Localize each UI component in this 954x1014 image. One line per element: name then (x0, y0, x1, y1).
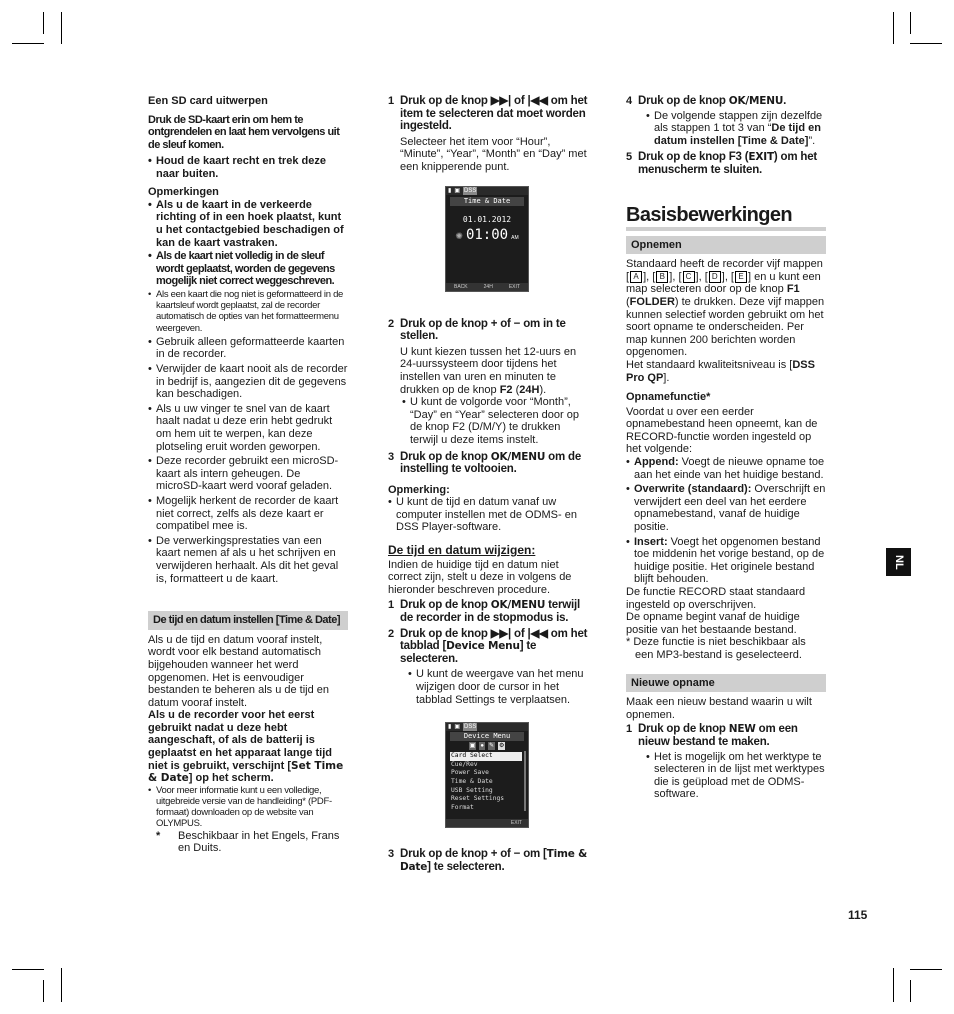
step-text: ] te selecteren. (427, 860, 505, 873)
battery-icon: ▮ (448, 187, 452, 194)
dss-label: DSS (463, 724, 477, 731)
menu-item: Reset Settings (451, 795, 505, 803)
note-title: Opmerking: (388, 483, 450, 496)
key-ok-menu: OK/MENU (490, 450, 546, 463)
step-text: Druk op de knop (400, 450, 491, 463)
step-text: U kunt kiezen tussen het 12-uurs en 24-uurssysteem door tijdens het instellen van uren en minuten te drukken op de knop (400, 345, 577, 396)
key-exit: EXIT (748, 151, 774, 164)
screen-softkeys (446, 283, 528, 291)
softkey-exit: EXIT (508, 283, 520, 290)
step-heading (638, 723, 826, 748)
menu-scrollbar (524, 751, 526, 811)
step-text: Druk op de knop (638, 95, 729, 107)
quality-text (626, 359, 826, 384)
column-right (626, 95, 826, 801)
menu-item: Power Save (451, 769, 489, 777)
bullet-text: De volgende stappen zijn dezelfde als stappen 1 tot 3 van “ (654, 109, 823, 135)
section-time-date: De tijd en datum instellen [Time & Date] (148, 611, 348, 630)
list-item: • Verwijder de kaart nooit als de recorder in bedrijf is, aangezien dit de gegevens kan beschadigen. (148, 363, 348, 401)
key-time-date: Time & Date (400, 848, 588, 873)
step-heading (400, 451, 588, 476)
device-screen-device-menu (445, 722, 529, 828)
mode-desc: Voegt de nieuwe opname toe aan het einde van het huidige bestand. (634, 456, 825, 481)
crop-mark (893, 12, 894, 44)
footnote-text: Beschikbaar in het Engels, Frans en Duits. (178, 829, 340, 855)
list-item (626, 536, 826, 586)
step-text: ) om het menuscherm te sluiten. (638, 151, 818, 176)
list-item: • Als u uw vinger te snel van de kaart haalt nadat u deze erin hebt gedrukt om hem uit te werpen, kan deze plotseling eruit worden geworpen. (148, 403, 348, 453)
screen-time: 01:00 (465, 227, 509, 244)
footnote (156, 830, 348, 855)
screen-header (446, 187, 528, 195)
list-item: • Gebruik alleen geformatteerde kaarten in de recorder. (148, 336, 348, 361)
record-position-text: De opname begint vanaf de huidige positie van het bestaande bestand. (626, 611, 800, 636)
fast-forward-icon: ▶▶| (490, 627, 512, 640)
crop-mark (61, 968, 62, 1002)
key-f1: F1 (786, 283, 800, 296)
key-f2: F2 (499, 383, 513, 396)
time-date-para: Als u de tijd en datum vooraf instelt, wordt voor elk bestand automatisch bijgehouden wanneer het werd opgenomen. Het is eenvoudiger bestanden te beheren als u de tijd en datum vooraf instelt. (148, 633, 330, 709)
screen-tabs (446, 742, 528, 750)
section-opnemen: Opnemen (626, 236, 826, 255)
page-number: 115 (848, 908, 868, 922)
folder-a-icon: A (630, 271, 642, 283)
step-bullets (646, 110, 826, 148)
list-item (646, 110, 826, 148)
crop-mark (43, 980, 44, 1002)
notes-title: Opmerkingen (148, 186, 219, 199)
screen-folder-icon: ▣ (454, 724, 460, 731)
menu-list (450, 752, 522, 812)
change-time-body: Indien de huidige tijd en datum niet correct zijn, stelt u deze in volgens de hieronder beschreven procedure. (388, 558, 572, 596)
step-heading (400, 95, 588, 133)
body-text: Het standaard kwaliteitsniveau is [ (626, 358, 793, 371)
eject-bullets (148, 155, 348, 180)
opnamefunctie-body: Voordat u over een eerder opnamebestand heen opneemt, kan de RECORD-functie worden ingesteld op het volgende: (626, 405, 818, 456)
screen-title: Device Menu (450, 732, 524, 741)
screen-folder-icon: ▣ (454, 187, 460, 194)
step-number: 3 (388, 450, 395, 463)
bullet-ref: De tijd en datum instellen [Time & Date] (654, 122, 821, 147)
fast-forward-icon: ▶▶| (490, 95, 512, 107)
dss-label: DSS (463, 187, 477, 194)
key-device-menu: Device Menu (446, 640, 520, 653)
menu-item: Format (451, 803, 474, 811)
step-heading (400, 599, 588, 624)
list-item: • U kunt de volgorde voor “Month”, “Day” en “Year” selecteren door op de knop F2 (D/M/Y) te drukken terwijl u deze items instelt. (402, 396, 588, 446)
step-text: . (783, 95, 787, 107)
tools-tab-icon: ✎ (488, 743, 494, 750)
crop-mark (43, 12, 44, 34)
folder-tab-icon: ▣ (469, 743, 476, 750)
record-note: * Deze functie is niet beschikbaar als een MP3-bestand is geselecteerd. (626, 636, 806, 661)
step-text: Druk op de knop (400, 627, 491, 640)
mode-desc: Overschrijft en verwijdert een deel van het eerdere opnamebestand, vanaf de huidige positie. (634, 483, 826, 534)
crop-mark (910, 12, 911, 34)
mic-tab-icon: ● (480, 743, 484, 750)
bullet-text-end: ”. (808, 134, 816, 147)
menu-item: Cue/Rev (451, 760, 478, 768)
screen-header (446, 723, 528, 731)
step-bullets (408, 668, 588, 706)
screen-title: Time & Date (450, 197, 524, 206)
folder-c-icon: C (683, 271, 695, 283)
folder-b-icon: B (656, 271, 668, 283)
folder-e-icon: E (735, 271, 747, 283)
mode-name: Append: (634, 456, 679, 469)
step-heading (400, 848, 588, 873)
crop-mark (61, 12, 62, 44)
screen-softkeys (446, 819, 528, 827)
change-step-2 (388, 628, 588, 707)
list-item: • Deze recorder gebruikt een microSD-kaart als intern geheugen. De microSD-kaart werd vooraf geladen. (148, 455, 348, 493)
time-date-warning (148, 709, 348, 785)
softkey-24h: 24H (483, 283, 493, 290)
step-heading: Druk op de knop + of − om in te stellen. (400, 317, 566, 343)
step-text: Druk op de knop + of − om [ (400, 848, 547, 861)
more-info-list (148, 785, 348, 830)
step-text: om een nieuw bestand te maken. (638, 723, 798, 748)
step-number: 2 (388, 627, 395, 640)
rewind-icon: |◀◀ (527, 627, 548, 640)
crop-mark (12, 43, 44, 44)
step-number: 4 (626, 95, 633, 107)
key-ok-menu: OK/MENU (728, 95, 784, 107)
list-item: • Als een kaart die nog niet is geformatteerd in de kaartsleuf wordt geplaatst, zal de recorder automatisch de opties van het formatteermenu weergeven. (148, 289, 348, 334)
list-item: • Het is mogelijk om het werktype te selecteren in de lijst met werktypes die is geüpload met de ODMS-software. (646, 751, 826, 801)
step-body: Selecteer het item voor “Hour”, “Minute”, “Year”, “Month” en “Day” met een knipperende punt. (400, 135, 587, 173)
list-item: • Houd de kaart recht en trek deze naar buiten. (148, 155, 348, 180)
rewind-icon: |◀◀ (527, 95, 548, 107)
warning-text-end: ] op het scherm. (188, 772, 274, 785)
step-number: 5 (626, 151, 633, 164)
step-text: Druk op de knop (400, 599, 491, 612)
note-list (388, 496, 588, 534)
step-bullets (646, 751, 826, 801)
body-text: Standaard heeft de recorder vijf mappen [ (626, 258, 823, 283)
step-number: 2 (388, 317, 395, 330)
notes-list (148, 199, 348, 585)
step-heading (638, 95, 826, 108)
crop-mark (910, 43, 942, 44)
crop-mark (910, 969, 942, 970)
step-text: Druk op de knop (400, 95, 491, 107)
list-item (626, 456, 826, 481)
list-item: • Mogelijk herkent de recorder de kaart niet correct, zelfs als deze kaart er compatibel mee is. (148, 495, 348, 533)
device-screen-time-date (445, 186, 529, 292)
step-number: 1 (388, 95, 395, 107)
softkey-exit: EXIT (510, 820, 522, 827)
body-text: ) te drukken. Deze vijf mappen kunnen selectief worden gebruikt om het soort opname te onderscheiden. Per map kunnen 200 berichten worden opgenomen. (626, 295, 825, 359)
step-text: om het item te selecteren dat moet worden ingesteld. (400, 95, 588, 133)
warning-key: Set Time & Date (148, 759, 344, 785)
step-text: Druk op de knop F3 ( (638, 151, 749, 164)
quality-value: DSS Pro QP (626, 358, 815, 384)
list-item: • Als de kaart niet volledig in de sleuf wordt geplaatst, worden de gegevens mogelijk niet correct weggeschreven. (148, 250, 348, 288)
folder-d-icon: D (709, 271, 721, 283)
mode-name: Insert: (634, 535, 668, 548)
step-text: om de instelling te voltooien. (400, 450, 582, 476)
battery-icon: ▮ (448, 724, 452, 731)
screen-date: 01.01.2012 (462, 214, 512, 224)
step-number: 3 (388, 848, 395, 861)
new-step-1 (626, 723, 826, 801)
step-text: of (511, 627, 528, 640)
menu-item: Time & Date (451, 777, 493, 785)
record-modes (626, 456, 826, 586)
list-item: • U kunt de tijd en datum vanaf uw computer instellen met de ODMS- en DSS Player-software. (388, 496, 588, 534)
step-text: terwijl de recorder in de stopmodus is. (400, 599, 580, 625)
step-heading (638, 151, 826, 176)
opnemen-body: Standaard heeft de recorder vijf mappen [ A ], [ B ], [ C ], [ D ], [ E ] en u kunt een map selecteren door op de knop F1 (FOLDER) te drukken. Deze vijf mappen kunnen selectief worden gebruikt om het soort opname te onderscheiden. Per map kunnen 200 berichten worden opgenomen. (626, 258, 825, 359)
change-time-heading: De tijd en datum wijzigen: (388, 543, 536, 558)
menu-item: USB Setting (451, 786, 493, 794)
screen-time-row (446, 229, 528, 245)
blink-icon: ✺ (455, 231, 463, 242)
step-1 (388, 95, 588, 174)
step-body: U kunt kiezen tussen het 12-uurs en 24-uurssysteem door tijdens het instellen van uren en minuten te drukken op de knop F2 (24H). (400, 345, 577, 396)
menu-item-selected: Card Select (450, 752, 522, 761)
step-bullets (402, 396, 588, 446)
change-step-3 (388, 848, 588, 873)
step-number: 1 (388, 599, 395, 612)
heading-eject: Een SD card uitwerpen (148, 95, 268, 107)
list-item (626, 483, 826, 533)
footnote-mark: * (156, 829, 161, 842)
step-4 (626, 95, 826, 147)
step-text: om het tabblad [ (400, 627, 588, 653)
list-item: • Voor meer informatie kunt u een volledige, uitgebreide versie van de handleiding* (PDF-formaat) downloaden op de website van OLYMPUS. (148, 785, 348, 830)
opnamefunctie-title: Opnamefunctie* (626, 391, 711, 404)
list-item: • U kunt de weergave van het menu wijzigen door de cursor in het tabblad Settings te verplaatsen. (408, 668, 588, 706)
column-left (148, 95, 348, 855)
mode-desc: Voegt het opgenomen bestand toe middenin het vorige bestand, op de huidige positie. Het originele bestand blijft behouden. (634, 535, 825, 586)
step-3 (388, 451, 588, 476)
step-text: of (511, 95, 528, 107)
body-text: ] en u kunt een map selecteren door op de knop (626, 270, 821, 296)
list-item: • Als u de kaart in de verkeerde richting of in een hoek plaatst, kunt u het contactgebied beschadigen of kan de kaart vastraken. (148, 199, 348, 249)
step-5 (626, 151, 826, 176)
page-title: Basisbewerkingen (626, 204, 826, 231)
screen-ampm: AM (511, 235, 519, 242)
step-number: 1 (626, 723, 633, 736)
warning-text: Als u de recorder voor het eerst gebruikt nadat u deze hebt aangeschaft, of als de batterij is geplaatst en het apparaat lange tijd niet is gebruikt, verschijnt [ (148, 709, 332, 772)
key-new: NEW (728, 723, 756, 736)
crop-mark (12, 969, 44, 970)
crop-mark (893, 968, 894, 1002)
change-step-1 (388, 599, 588, 624)
key-ok-menu: OK/MENU (490, 599, 546, 612)
mode-name: Overwrite (standaard): (634, 483, 752, 496)
device-tab-icon: ⚙ (498, 743, 505, 750)
record-default-text: De functie RECORD staat standaard ingesteld op overschrijven. (626, 586, 806, 611)
list-item: • De verwerkingsprestaties van een kaart nemen af als u het schrijven en verwijderen herhaalt. Als dit het geval is, formatteert u de kaart. (148, 535, 348, 585)
key-24h: 24H (519, 383, 540, 396)
step-2 (388, 318, 588, 447)
new-recording-body: Maak een nieuw bestand waarin u wilt opnemen. (626, 696, 812, 721)
column-middle (388, 95, 588, 873)
eject-intro: Druk de SD-kaart erin om hem te ontgrendelen en laat hem vervolgens uit de sleuf komen. (148, 113, 340, 151)
crop-mark (910, 980, 911, 1002)
step-heading (400, 628, 588, 666)
key-folder: FOLDER (629, 295, 675, 308)
language-tab: NL (886, 548, 911, 576)
step-text: ] te selecteren. (400, 640, 537, 665)
section-nieuwe-opname: Nieuwe opname (626, 674, 826, 693)
step-text: Druk op de knop (638, 723, 729, 736)
body-text: ]. (663, 371, 670, 384)
softkey-back: BACK (454, 283, 468, 290)
